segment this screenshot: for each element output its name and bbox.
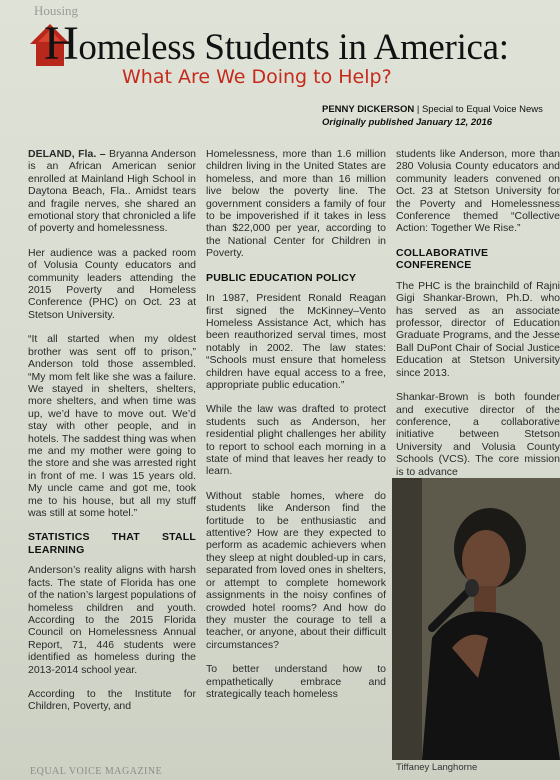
- paragraph: To better understand how to empathetically embrace and strategically teach homeless: [206, 663, 386, 700]
- headline: [44, 16, 509, 71]
- section-heading: PUBLIC EDUCATION POLICY: [206, 271, 357, 284]
- byline-role: Special to Equal Voice News: [421, 104, 543, 115]
- speaker-photo: [392, 478, 560, 760]
- paragraph: According to the Institute for Children, Poverty, and: [28, 688, 196, 713]
- speaker-photo-illustration: [392, 478, 560, 760]
- subheadline: What Are We Doing to Help?: [122, 66, 392, 88]
- article-column-2: [206, 148, 386, 712]
- headline-initial: H: [44, 17, 79, 70]
- paragraph: Anderson’s reality aligns with harsh facts. The state of Florida has one of the nation’s largest populations of homeless children and youth. According to the 2015 Florida Council on Homelessness Annual Report, 71, 446 students were identified as homeless during the 2013-2014 school year.: [28, 564, 196, 676]
- paragraph: [28, 148, 196, 235]
- byline: [322, 103, 560, 129]
- paragraph: The PHC is the brainchild of Rajni Gigi Shankar-Brown, Ph.D. who has served as an associate professor, director of Education Graduate Programs, and the Jesse Ball DuPont Chair of Social Justice Education at Stetson University since 2013.: [396, 279, 560, 379]
- article-column-1: [28, 148, 196, 725]
- paragraph: “It all started when my oldest brother was sent off to prison,” Anderson told those assembled. “My mom felt like she was a failure. We stayed in shelters, shelters, more shelters, and when time was up, we’d have to move out. We’d stay with other people, and in hotels. The saddest thing was when me and my mother were going to the store and she was arrested right in front of me. I was 15 years old. My uncle came and got me, took me to his house, but all my stuff was still at some hotel.”: [28, 333, 196, 519]
- dateline: DELAND, Fla. –: [28, 148, 106, 160]
- paragraph: Shankar-Brown is both founder and executive director of the conference, a collaborative initiative between Stetson University and Volusia County Schools (VCS). The core mission is to advance: [396, 391, 560, 478]
- paragraph-text: Bryanna Anderson is an African American senior enrolled at Mainland High School in Daytona Beach, Fla.. Amidst tears and fragile nerves, she shared an emotional story that chronicled a life of poverty and homelessness.: [28, 148, 196, 235]
- paragraph: While the law was drafted to protect students such as Anderson, her residential plight challenges her ability to report to school each morning in a state of mind that leaves her ready to learn.: [206, 403, 386, 478]
- section-heading: COLLABORATIVE CONFERENCE: [396, 246, 489, 272]
- photo-caption: Tiffaney Langhorne: [396, 762, 478, 773]
- section-label: Housing: [34, 3, 79, 18]
- byline-author: PENNY DICKERSON: [322, 104, 415, 115]
- byline-separator: |: [414, 104, 422, 115]
- paragraph: students like Anderson, more than 280 Volusia County educators and community leaders convened on Oct. 23 at Stetson University for the Poverty and Homelessness Conference themed “Collective Action: Together We Rise.”: [396, 148, 560, 235]
- paragraph: Without stable homes, where do students like Anderson find the fortitude to be enthusiastic and attentive? How are they expected to perform as academic achievers when they sleep at night doubled-up in cars, separated from loved ones in shelters, or attempt to complete homework assignments in the noisy confines of crowded hotel rooms? And how do they muster the courage to tell a teacher, or anyone, about their difficult circumstances?: [206, 489, 386, 651]
- byline-published: Originally published January 12, 2016: [322, 117, 493, 128]
- paragraph: Homelessness, more than 1.6 million children living in the United States are homeless, and more than 16 million live below the poverty line. The government considers a family of four to be impoverished if it takes in less than $22,000 per year, according to the National Center for Children in Poverty.: [206, 148, 386, 260]
- headline-rest: omeless Students in America:: [78, 27, 509, 68]
- paragraph: In 1987, President Ronald Reagan first signed the McKinney–Vento Homeless Assistance Act, which has been reauthorized serval times, most notably in 2002. The law states: “Schools must ensure that homeless children have equal access to a free, appropriate public education.”: [206, 292, 386, 391]
- section-heading: STATISTICS THAT STALL LEARNING: [28, 531, 196, 556]
- article-column-3: [396, 148, 560, 490]
- paragraph: Her audience was a packed room of Volusia County educators and community leaders attending the 2015 Poverty and Homeless Conference (PHC) on Oct. 23 at Stetson University.: [28, 246, 196, 321]
- magazine-footer: EQUAL VOICE MAGAZINE: [30, 766, 163, 777]
